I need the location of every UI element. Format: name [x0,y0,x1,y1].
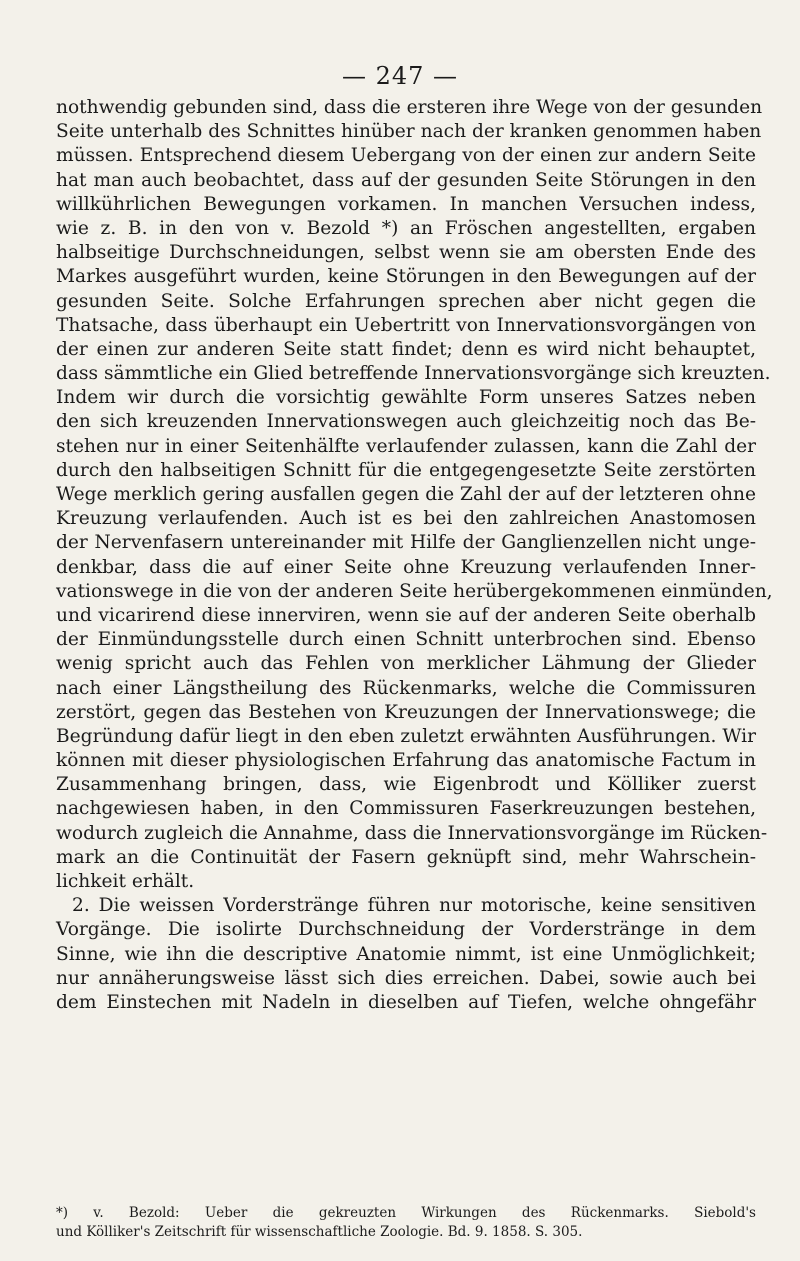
text-line: Zusammenhang bringen, dass, wie Eigenbrodt und Kölliker zuerst [56,774,756,796]
text-line: der Einmündungsstelle durch einen Schnitt unterbrochen sind. Ebenso [56,629,756,651]
text-line: stehen nur in einer Seitenhälfte verlaufender zulassen, kann die Zahl der [56,435,756,457]
footnotes [56,1204,756,1242]
text-line: Begründung dafür liegt in den eben zuletzt erwähnten Ausführungen. Wir [56,725,756,747]
text-line: hat man auch beobachtet, dass auf der gesunden Seite Störungen in den [56,169,756,191]
footnote-line: *) v. Bezold: Ueber die gekreuzten Wirkungen des Rückenmarks. Siebold's [56,1205,756,1221]
text-line: wenig spricht auch das Fehlen von merklicher Lähmung der Glieder [56,653,756,675]
text-line: wie z. B. in den von v. Bezold *) an Fröschen angestellten, ergaben [56,217,756,239]
text-line: nachgewiesen haben, in den Commissuren Faserkreuzungen bestehen, [56,798,756,820]
text-line: können mit dieser physiologischen Erfahrung das anatomische Factum in [56,750,756,772]
footnote-line: und Kölliker's Zeitschrift für wissenschaftliche Zoologie. Bd. 9. 1858. S. 305. [56,1224,583,1240]
text-line: durch den halbseitigen Schnitt für die entgegengesetzte Seite zerstörten [56,459,756,481]
text-line: halbseitige Durchschneidungen, selbst wenn sie am obersten Ende des [56,242,756,264]
text-line: Seite unterhalb des Schnittes hinüber nach der kranken genommen haben [56,121,762,143]
text-line: nur annäherungsweise lässt sich dies erreichen. Dabei, sowie auch bei [56,967,756,989]
text-line: nach einer Längstheilung des Rückenmarks, welche die Commissuren [56,677,756,699]
text-line: Vorgänge. Die isolirte Durchschneidung der Vorderstränge in dem [56,919,756,941]
text-line: und vicarirend diese innerviren, wenn sie auf der anderen Seite oberhalb [56,604,756,626]
text-line: Thatsache, dass überhaupt ein Uebertritt von Innervationsvorgängen von [56,314,756,336]
text-line: gesunden Seite. Solche Erfahrungen sprechen aber nicht gegen die [56,290,756,312]
text-line: 2. Die weissen Vorderstränge führen nur motorische, keine sensitiven [72,895,756,917]
text-line: lichkeit erhält. [56,871,195,892]
text-line: dass sämmtliche ein Glied betreffende Innervationsvorgänge sich kreuzten. [56,363,771,385]
body-text [56,96,773,1015]
text-line: dem Einstechen mit Nadeln in dieselben auf Tiefen, welche ohngefähr [56,991,756,1013]
text-line: der Nervenfasern untereinander mit Hilfe der Ganglienzellen nicht unge- [56,532,756,554]
text-line: der einen zur anderen Seite statt findet; denn es wird nicht behauptet, [56,338,756,360]
text-line: denkbar, dass die auf einer Seite ohne Kreuzung verlaufenden Inner- [56,556,756,578]
text-line: Wege merklich gering ausfallen gegen die Zahl der auf der letzteren ohne [56,484,756,505]
text-line: Indem wir durch die vorsichtig gewählte Form unseres Satzes neben [56,387,756,409]
text-line: Markes ausgeführt wurden, keine Störungen in den Bewegungen auf der [56,266,756,288]
text-line: Sinne, wie ihn die descriptive Anatomie nimmt, ist eine Unmöglichkeit; [56,943,756,965]
text-line: müssen. Entsprechend diesem Uebergang von der einen zur andern Seite [56,145,756,167]
text-line: nothwendig gebunden sind, dass die ersteren ihre Wege von der gesunden [56,97,763,118]
text-line: den sich kreuzenden Innervationswegen auch gleichzeitig noch das Be- [56,411,756,433]
page-number: — 247 — [341,62,459,90]
text-line: wodurch zugleich die Annahme, dass die Innervationsvorgänge im Rücken- [56,822,768,844]
text-line: mark an die Continuität der Fasern geknüpft sind, mehr Wahrschein- [56,846,756,868]
text-line: zerstört, gegen das Bestehen von Kreuzungen der Innervationswege; die [56,701,756,723]
text-line: Kreuzung verlaufenden. Auch ist es bei den zahlreichen Anastomosen [56,508,756,530]
text-line: vationswege in die von der anderen Seite herübergekommenen einmünden, [56,580,773,602]
text-line: willkührlichen Bewegungen vorkamen. In manchen Versuchen indess, [56,193,756,215]
